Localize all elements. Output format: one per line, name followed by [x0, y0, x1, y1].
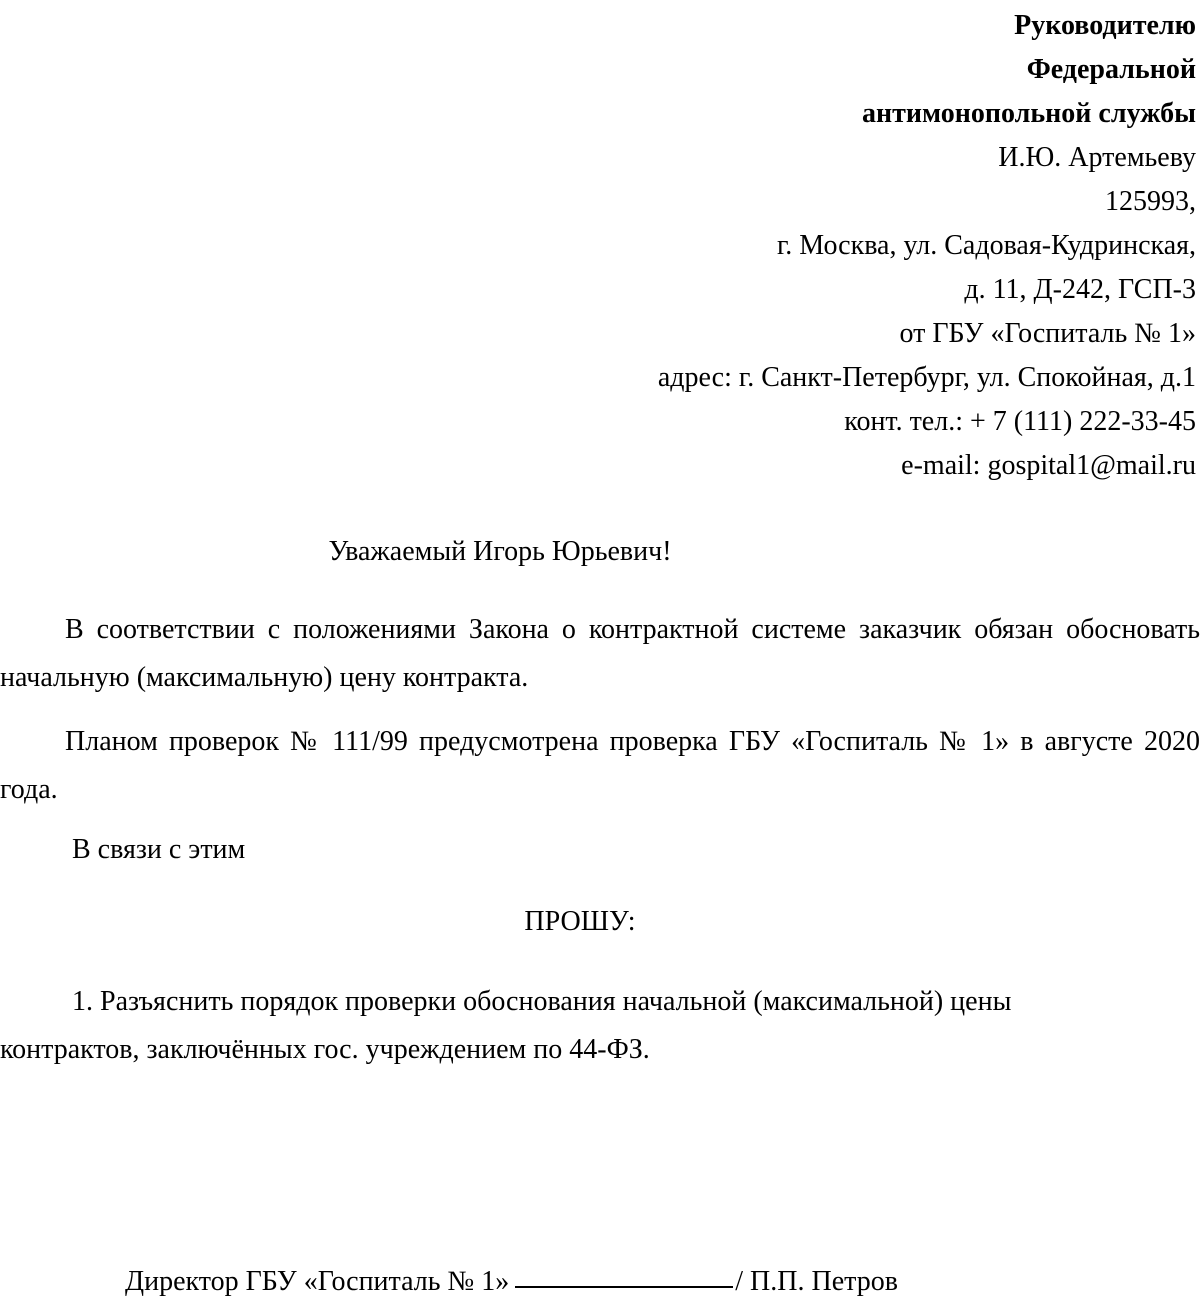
sender-line-organization: от ГБУ «Госпиталь № 1» [899, 318, 1196, 349]
paragraph-legal-basis-text: В соответствии с положениями Закона о контрактной системе заказчик обязан обосновать начальную (максимальную) цену контракта. [0, 614, 1200, 693]
request-heading [0, 902, 1200, 942]
signature-name: П.П. Петров [750, 1266, 898, 1297]
request-item-1-text: 1. Разъяснить порядок проверки обоснования начальной (максимальной) цены контрактов, заключённых гос. учреждением по 44-ФЗ. [0, 986, 1012, 1065]
sender-line-email: e-mail: gospital1@mail.ru [901, 450, 1196, 481]
signature-position: Директор ГБУ «Госпиталь № 1» [125, 1266, 510, 1297]
paragraph-transition [0, 826, 1200, 874]
addressee-line-building: д. 11, Д-242, ГСП-3 [964, 274, 1196, 305]
greeting-line [0, 532, 1200, 572]
request-heading-text: ПРОШУ: [524, 906, 636, 937]
sender-line-phone: конт. тел.: + 7 (111) 222-33-45 [844, 406, 1196, 437]
signature-line [125, 1262, 898, 1302]
sender-line-address: адрес: г. Санкт-Петербург, ул. Спокойная, д.1 [657, 362, 1196, 393]
paragraph-transition-text: В связи с этим [72, 834, 246, 865]
addressee-line-org-part1: Федеральной [1026, 54, 1196, 85]
signature-separator: / [735, 1266, 744, 1297]
paragraph-legal-basis [0, 606, 1200, 702]
addressee-line-recipient-name: И.Ю. Артемьеву [998, 142, 1196, 173]
addressee-line-recipient-title: Руководителю [1014, 10, 1196, 41]
addressee-line-street: г. Москва, ул. Садовая-Кудринская, [776, 230, 1196, 261]
paragraph-inspection-plan [0, 718, 1200, 814]
addressee-line-org-part2: антимонопольной службы [862, 98, 1196, 129]
greeting-text: Уважаемый Игорь Юрьевич! [328, 536, 672, 567]
paragraph-inspection-plan-text: Планом проверок № 111/99 предусмотрена проверка ГБУ «Госпиталь № 1» в августе 2020 года. [0, 726, 1200, 805]
request-item-1 [0, 978, 1140, 1074]
addressee-block [300, 4, 1196, 488]
signature-blank[interactable] [515, 1286, 733, 1288]
addressee-line-postal-code: 125993, [1105, 186, 1196, 217]
